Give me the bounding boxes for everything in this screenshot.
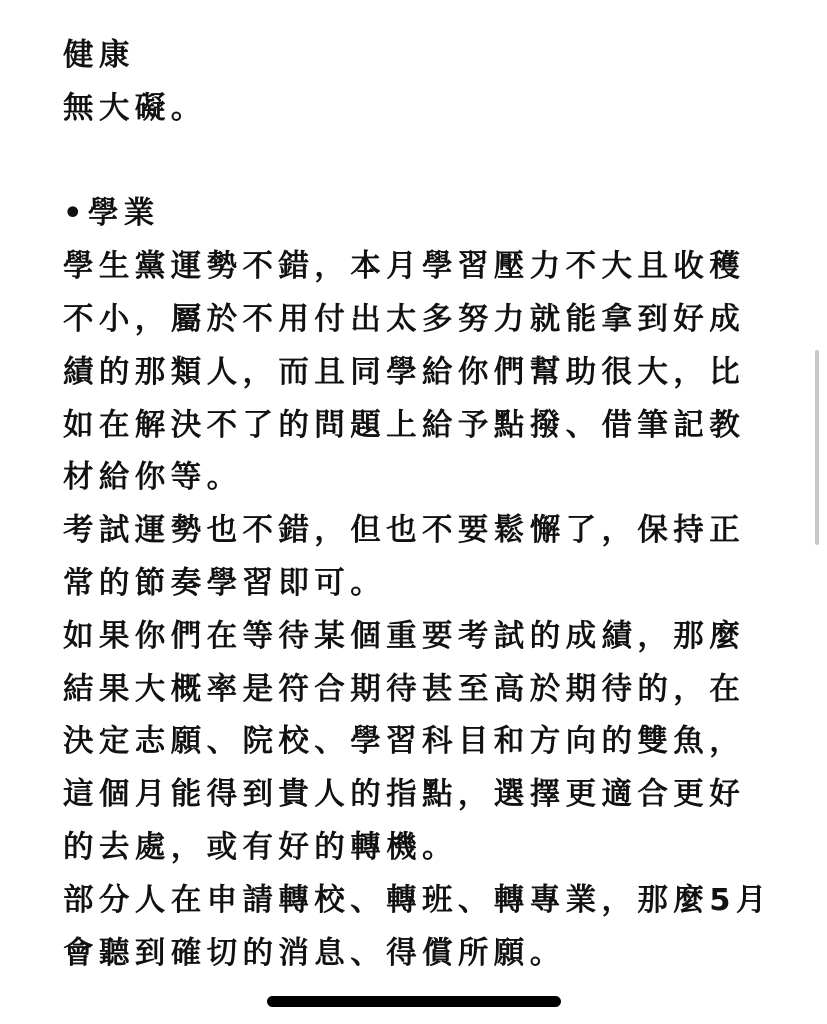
text-line: 常的節奏學習即可。 — [63, 565, 387, 601]
text-line: 部分人在申請轉校、轉班、轉專業，那麼5月 — [63, 882, 772, 918]
text-line: 如果你們在等待某個重要考試的成績，那麼 — [63, 618, 746, 654]
section-heading-health: 健康 — [63, 38, 135, 73]
vertical-scrollbar[interactable] — [815, 350, 819, 545]
article-body — [63, 30, 773, 980]
text-line: 決定志願、院校、學習科目和方向的雙魚， — [63, 724, 746, 760]
text-line: 無大礙。 — [63, 90, 207, 126]
text-line: 績的那類人，而且同學給你們幫助很大，比 — [63, 354, 746, 390]
text-line: 這個月能得到貴人的指點，選擇更適合更好 — [63, 777, 746, 813]
text-line: 不小，屬於不用付出太多努力就能拿到好成 — [63, 301, 746, 337]
section-heading-study: •學業 — [63, 196, 160, 232]
home-indicator-bar[interactable] — [267, 996, 561, 1007]
text-line: 會聽到確切的消息、得償所願。 — [63, 935, 566, 971]
text-line: 結果大概率是符合期待甚至高於期待的，在 — [63, 671, 746, 707]
text-line: 如在解決不了的問題上給予點撥、借筆記教 — [63, 407, 746, 443]
blank-line — [63, 136, 773, 189]
text-line: 學生黨運勢不錯，本月學習壓力不大且收穫 — [63, 249, 746, 285]
text-line: 的去處，或有好的轉機。 — [63, 829, 458, 865]
text-line: 材給你等。 — [63, 460, 243, 496]
text-line: 考試運勢也不錯，但也不要鬆懈了，保持正 — [63, 513, 746, 549]
